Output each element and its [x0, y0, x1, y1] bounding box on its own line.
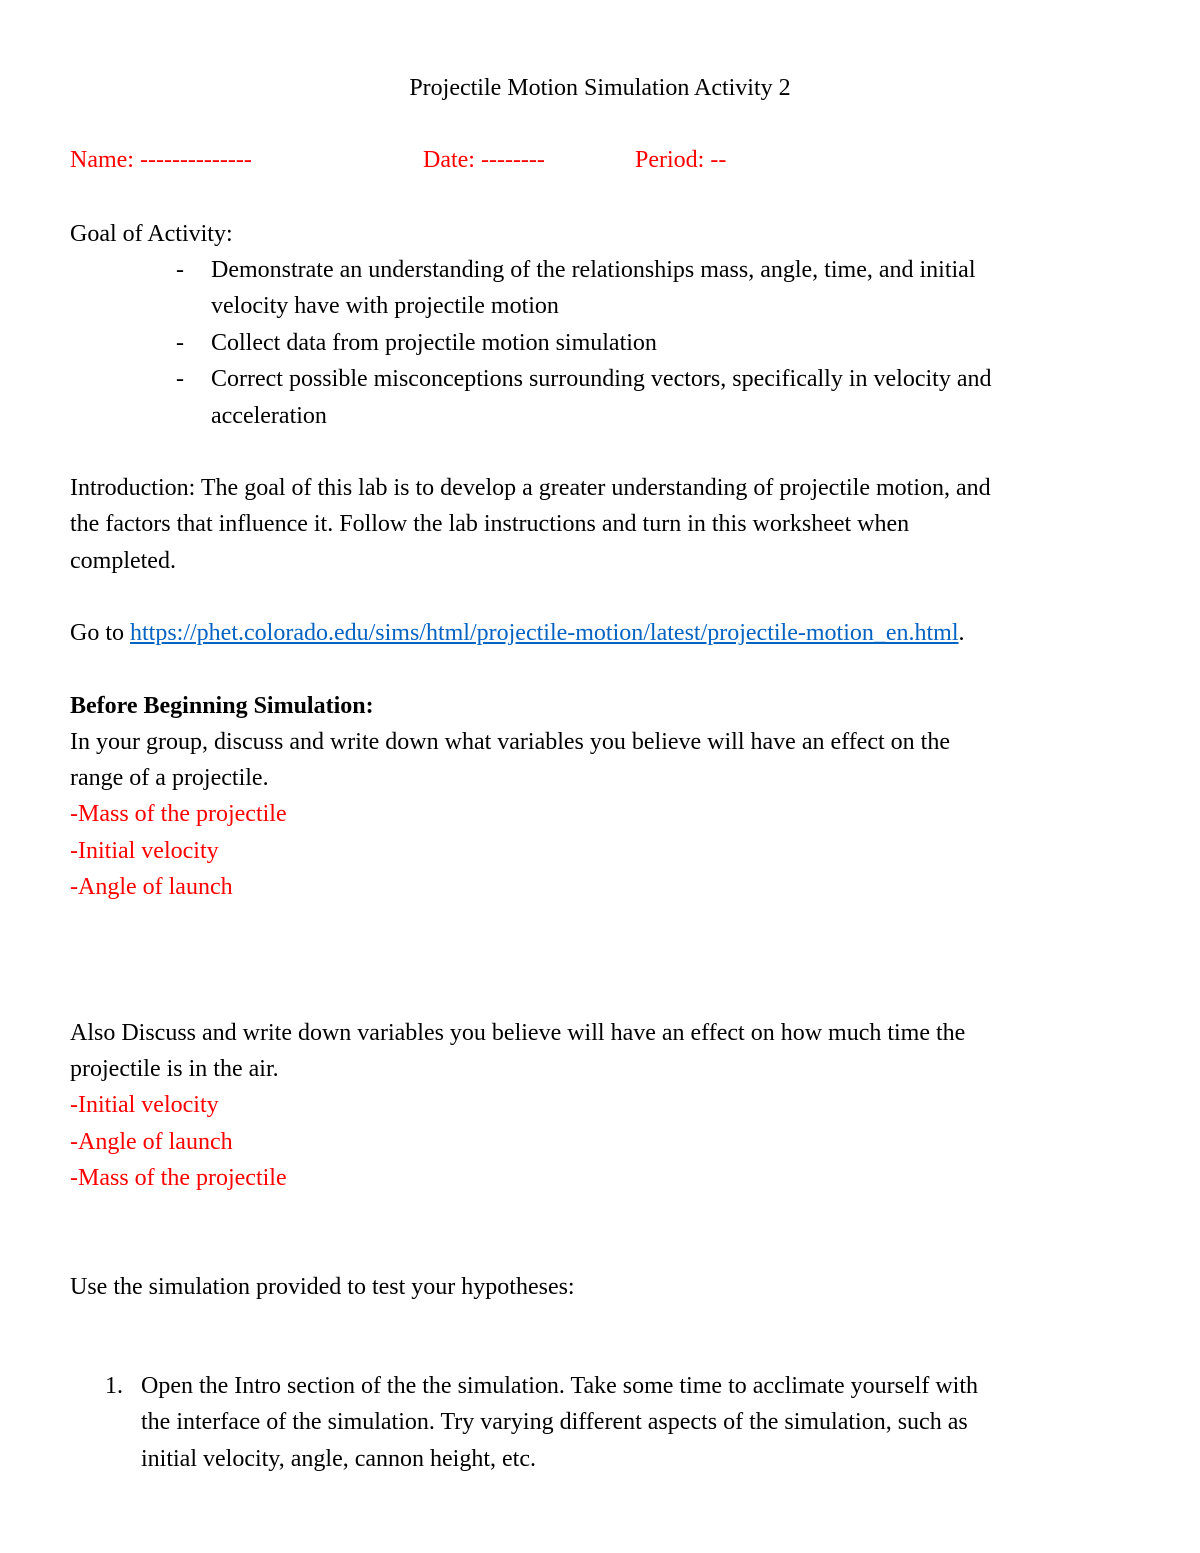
bullet-dash: -: [176, 257, 184, 283]
name-field: Name: --------------: [70, 147, 252, 173]
before-line-2: range of a projectile.: [70, 765, 269, 791]
use-simulation-text: Use the simulation provided to test your hypotheses:: [70, 1274, 575, 1300]
bullet-dash: -: [176, 366, 184, 392]
step-1-line-1: Open the Intro section of the the simulation. Take some time to acclimate yourself with: [141, 1373, 978, 1399]
step-1-line-2: the interface of the simulation. Try varying different aspects of the simulation, such as: [141, 1409, 968, 1435]
intro-line-2: the factors that influence it. Follow the lab instructions and turn in this worksheet when: [70, 511, 910, 537]
goto-suffix: .: [958, 620, 965, 646]
simulation-link[interactable]: https://phet.colorado.edu/sims/html/projectile-motion/latest/projectile-motion_en.html: [130, 620, 959, 646]
goal-bullet-3-line-1: Correct possible misconceptions surrounding vectors, specifically in velocity and: [211, 366, 992, 392]
document-title: Projectile Motion Simulation Activity 2: [409, 75, 791, 101]
period-field: Period: --: [635, 147, 727, 173]
goal-bullet-1-line-1: Demonstrate an understanding of the relationships mass, angle, time, and initial: [211, 257, 976, 283]
also-line-2: projectile is in the air.: [70, 1056, 279, 1082]
date-field: Date: --------: [423, 147, 545, 173]
airtime-answer-3: -Mass of the projectile: [70, 1165, 287, 1191]
goal-bullet-1-line-2: velocity have with projectile motion: [211, 293, 559, 319]
goto-prefix: Go to: [70, 620, 130, 646]
intro-line-3: completed.: [70, 548, 176, 574]
bullet-dash: -: [176, 330, 184, 356]
goal-heading: Goal of Activity:: [70, 221, 233, 247]
range-answer-3: -Angle of launch: [70, 874, 233, 900]
step-1-line-3: initial velocity, angle, cannon height, etc.: [141, 1446, 536, 1472]
intro-line-1: Introduction: The goal of this lab is to develop a greater understanding of projectile motion, and: [70, 475, 991, 501]
goal-bullet-2: Collect data from projectile motion simulation: [211, 330, 657, 356]
range-answer-1: -Mass of the projectile: [70, 801, 287, 827]
range-answer-2: -Initial velocity: [70, 838, 219, 864]
airtime-answer-1: -Initial velocity: [70, 1092, 219, 1118]
before-line-1: In your group, discuss and write down what variables you believe will have an effect on the: [70, 729, 950, 755]
airtime-answer-2: -Angle of launch: [70, 1129, 233, 1155]
goto-line: [70, 621, 965, 645]
step-number: 1.: [105, 1373, 123, 1399]
also-line-1: Also Discuss and write down variables you believe will have an effect on how much time the: [70, 1020, 966, 1046]
before-heading: Before Beginning Simulation:: [70, 693, 374, 719]
goal-bullet-3-line-2: acceleration: [211, 403, 327, 429]
